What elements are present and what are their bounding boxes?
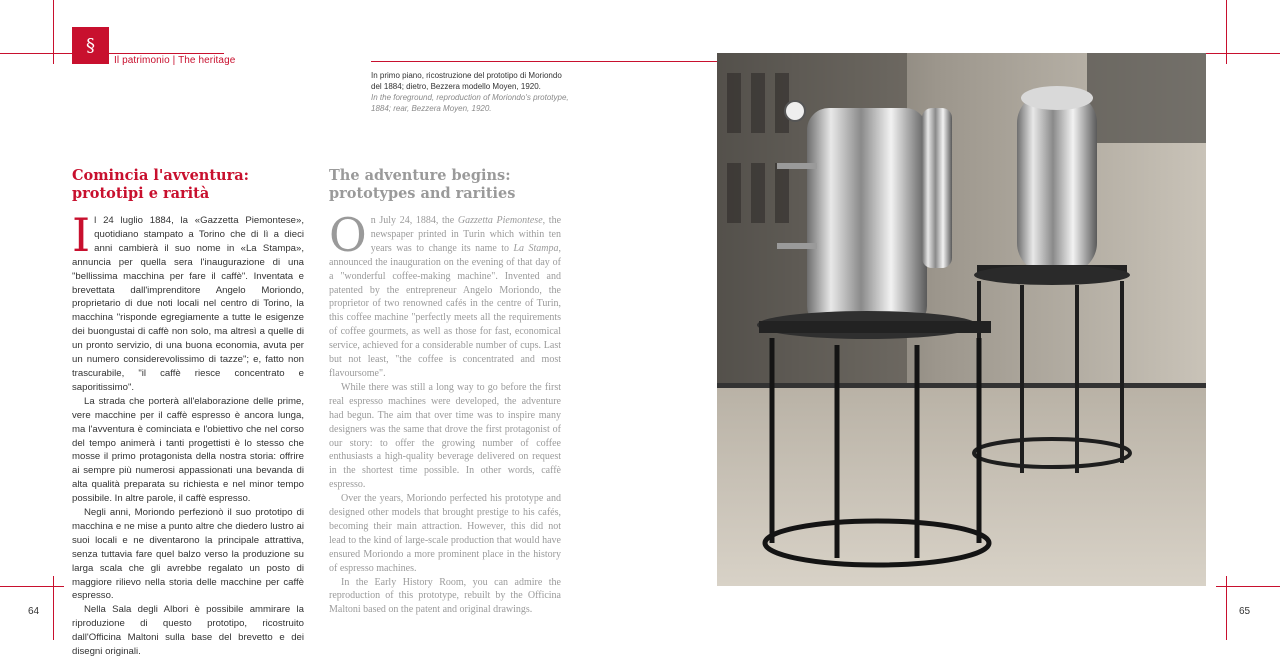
crop-mark-top-right-h [1206, 53, 1280, 54]
italian-paragraph-1 [72, 208, 304, 395]
english-title-line1: The adventure begins: [329, 167, 511, 184]
english-dropcap: O [329, 208, 367, 262]
photo-caption-english: In the foreground, reproduction of Moriondo's prototype, 1884; rear, Bezzera Moyen, 1920. [371, 93, 569, 113]
photo-coffee-machines [717, 53, 1206, 586]
page-number-left: 64 [28, 606, 40, 617]
italian-dropcap: I [72, 208, 91, 262]
section-label-it: Il patrimonio [114, 55, 170, 66]
section-label-en: The heritage [178, 55, 236, 66]
italian-title-line1: Comincia l'avventura: [72, 167, 249, 184]
crop-mark-bottom-right-v [1226, 576, 1227, 640]
section-label-separator: | [169, 55, 179, 66]
english-newspaper-new-name: La Stampa [513, 242, 559, 254]
english-paragraph-2: While there was still a long way to go before the first real espresso machines were developed, the adventure had begun. The aim that over time was to inspire many designers was the same that drove the first protagonist of our story: to offer the growing number of coffee enthusiasts a high-quality beverage delivered on request in the shortest time possible. In other words, caffè espresso. [329, 381, 561, 491]
logo-glyph: § [86, 34, 95, 56]
english-paragraph-3: Over the years, Moriondo perfected his prototype and designed other models that brought prestige to his cafés, becoming their main attraction. However, this did not lead to the kind of large-scale production that would have ensured Moriondo a more prominent place in the history of espresso machines. [329, 493, 561, 574]
crop-mark-top-left-h [0, 53, 224, 54]
italian-paragraph-3: Negli anni, Moriondo perfezionò il suo prototipo di macchina e ne mise a punto altre che diedero lustro ai suoi locali e ne diventarono la principale attrattiva, senza tuttavia fare quel balzo verso la produzione su larga scala che gli avrebbe regalato un posto di maggiore rilievo nella storia delle macchine per caffè espresso. [72, 507, 304, 602]
italian-title-line2: prototipi e rarità [72, 185, 210, 202]
english-paragraph-1-part-a: n July 24, 1884, the [370, 215, 458, 226]
english-paragraph-1 [329, 208, 562, 381]
english-paragraph-4: In the Early History Room, you can admire the reproduction of this prototype, rebuilt by the Officina Maltoni based on the patent and original drawings. [329, 576, 561, 616]
section-label [114, 55, 235, 66]
italian-paragraph-4: Nella Sala degli Albori è possibile ammirare la riproduzione di questo prototipo, ricostruito dall'Officina Maltoni sulla base del brevetto e dei disegni originali. [72, 604, 304, 658]
english-newspaper-name: Gazzetta Piemontese [457, 215, 543, 226]
crop-mark-top-left-v [53, 0, 54, 64]
photo-caption [371, 70, 571, 114]
brand-logo [72, 27, 109, 64]
crop-mark-top-right-v [1226, 0, 1227, 64]
italian-title [72, 167, 312, 203]
italian-paragraph-1-text: l 24 luglio 1884, la «Gazzetta Piemontese», quotidiano stampato a Torino che di lì a dieci anni cambierà il suo nome in «La Stampa», annuncia per quella sera l'inaugurazione di una "bellissima macchina per fare il caffè". Inventata e brevettata dall'imprenditore Angelo Moriondo, proprietario di due noti locali nel centro di Torino, la macchina "risponde egregiamente a tutte le esigenze dei buongustai di caffè non solo, ma altresì a quelle di un pronto servizio, di una buona economia, avuta per un numero considerevolissimo di tazze"; e, fatto non trascurabile, "il caffè riesce concentrato e saporitissimo". [72, 215, 304, 393]
english-body [329, 208, 562, 617]
photo-illustration [717, 53, 1206, 586]
italian-body [72, 208, 304, 659]
italian-paragraph-2: La strada che porterà all'elaborazione delle prime, vere macchine per il caffè espresso è ancora lunga, ma l'avventura è cominciata e l'obiettivo che nel corso del tempo animerà i tanti progettisti è lo stesso che mosse il primo protagonista della nostra storia: offrire ai sempre più numerosi appassionati una bevanda di alta qualità preparata su richiesta e nel minor tempo possibile. In altre parole, il caffè espresso. [72, 395, 304, 505]
crop-mark-top-center-h [371, 61, 718, 62]
photo-caption-italian: In primo piano, ricostruzione del prototipo di Moriondo del 1884; dietro, Bezzera modello Moyen, 1920. [371, 71, 562, 91]
page-number-right: 65 [1239, 606, 1251, 617]
english-paragraph-1-part-c: , announced the inauguration on the evening of that day of a "wonderful coffee-making machine". Invented and patented by the entrepreneur Angelo Moriondo, the proprietor of two renowned cafés in the centre of Turin, this coffee machine "perfectly meets all the requirements of coffee gourmets, as well as those for fast, economical service, achieved for a considerable number of cups. Last but not least, "the coffee is concentrated and most flavoursome". [329, 242, 561, 379]
english-title-line2: prototypes and rarities [329, 185, 516, 202]
crop-mark-bottom-left-v [53, 576, 54, 640]
english-paragraph-1-part-b: , the newspaper printed in Turin which within ten years was to change its name to [370, 215, 562, 254]
english-title [329, 167, 569, 203]
crop-mark-bottom-left-h [0, 586, 64, 587]
